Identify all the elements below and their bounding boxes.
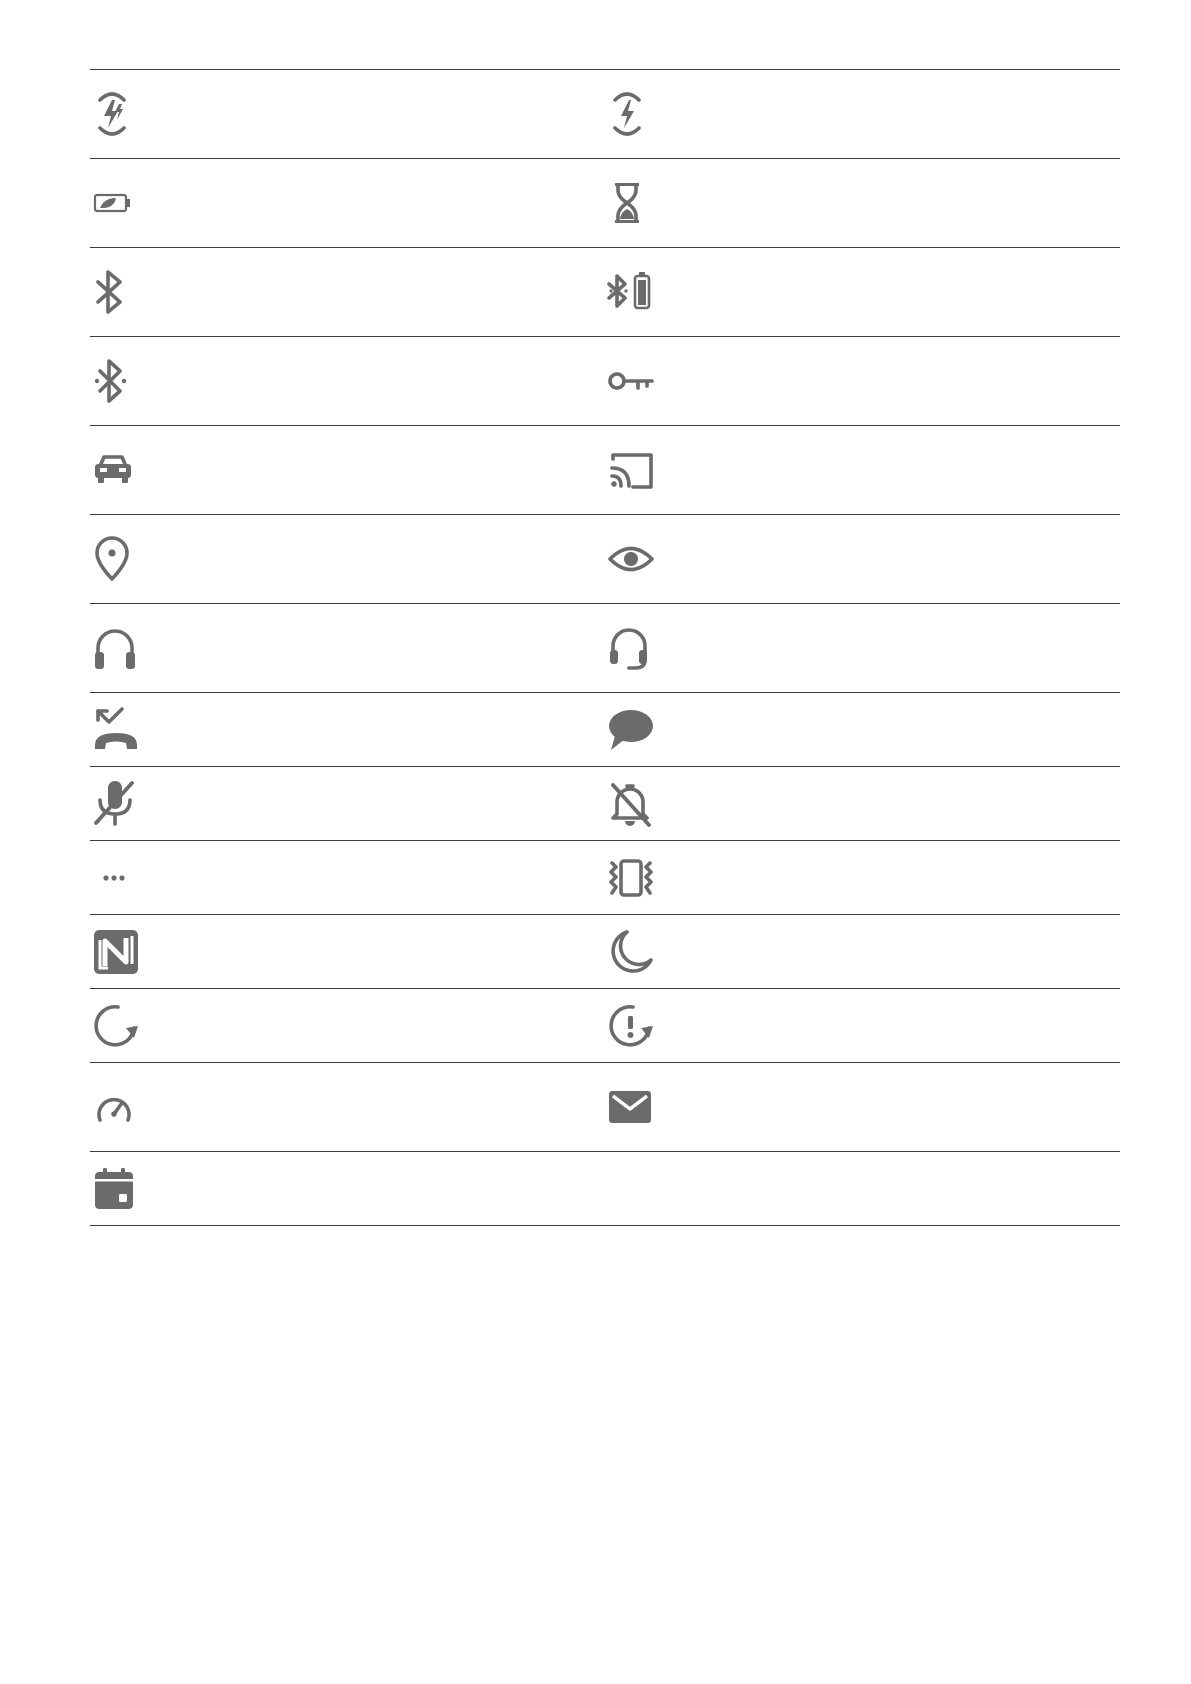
table-cell [90,604,605,692]
table-cell [90,1152,605,1225]
location-icon [92,535,132,583]
calendar-icon [92,1167,136,1211]
table-row [90,248,1120,337]
table-cell [90,1063,605,1151]
wireless-charging-icon [607,90,647,138]
table-cell [605,248,1120,336]
table-row [90,989,1120,1063]
table-cell [90,693,605,766]
table-cell [605,604,1120,692]
table-cell [605,1063,1120,1151]
do-not-disturb-icon [607,928,655,976]
table-cell [605,841,1120,914]
notifications-off-icon [607,780,653,828]
hourglass-icon [607,181,647,225]
table-row [90,767,1120,841]
icon-table [90,69,1120,1226]
table-cell [90,248,605,336]
table-cell [605,337,1120,425]
eye-comfort-icon [607,542,655,576]
table-cell [605,767,1120,840]
syncing-icon [92,1002,140,1050]
headset-icon [607,624,653,672]
power-saving-icon [92,191,132,215]
table-cell [605,989,1120,1062]
table-cell [90,337,605,425]
performance-mode-icon [92,1090,136,1124]
table-row [90,337,1120,426]
table-cell [605,915,1120,988]
bluetooth-battery-icon [607,270,653,314]
table-cell [605,159,1120,247]
table-cell [90,767,605,840]
email-icon [607,1089,653,1125]
table-cell [90,989,605,1062]
table-cell [90,915,605,988]
message-icon [607,708,655,752]
more-notifications-icon [92,870,136,886]
table-cell [90,426,605,514]
bluetooth-connected-icon [92,357,132,405]
table-cell [90,159,605,247]
table-row [90,841,1120,915]
driving-mode-icon [92,453,134,487]
bluetooth-icon [92,268,132,316]
table-row [90,159,1120,248]
table-row [90,915,1120,989]
table-row [90,70,1120,159]
table-row [90,604,1120,693]
table-row [90,426,1120,515]
nfc-icon [92,928,140,976]
table-row [90,1152,1120,1226]
table-cell-empty [605,1152,1120,1225]
vibrate-icon [607,858,655,898]
vpn-key-icon [607,366,655,396]
table-row [90,693,1120,767]
table-cell [605,515,1120,603]
table-cell [605,70,1120,158]
table-cell [90,841,605,914]
table-row [90,515,1120,604]
screen-cast-icon [607,449,655,491]
headphones-icon [92,624,138,672]
table-cell [605,426,1120,514]
table-cell [90,70,605,158]
wireless-super-charging-icon [92,90,132,138]
mic-off-icon [92,780,140,828]
sync-failed-icon [607,1002,655,1050]
missed-call-icon [92,707,140,753]
table-row [90,1063,1120,1152]
table-cell [90,515,605,603]
table-cell [605,693,1120,766]
